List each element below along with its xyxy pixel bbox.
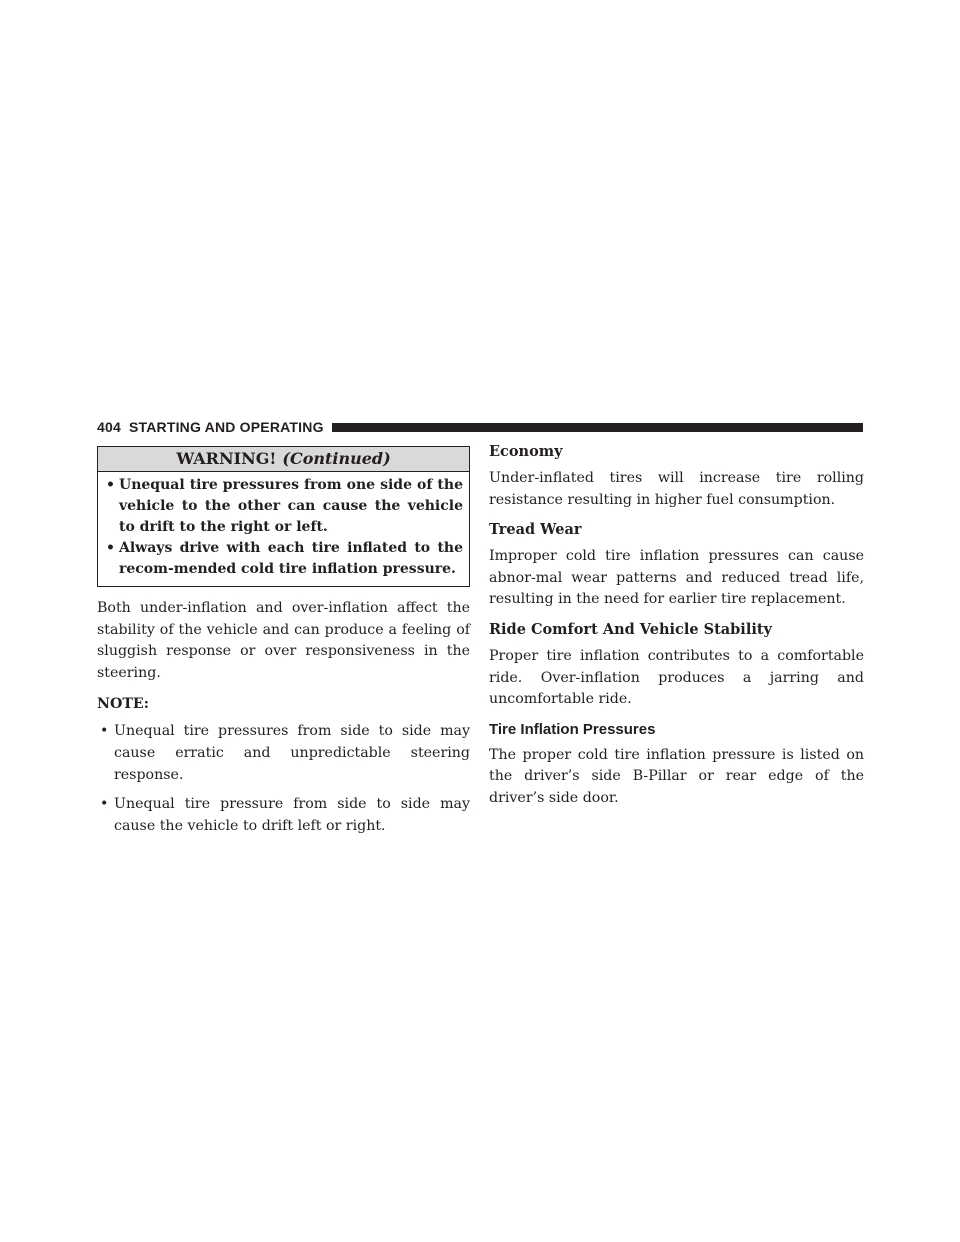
tread-wear-heading: Tread Wear	[489, 521, 582, 539]
left-column	[97, 446, 470, 845]
economy-heading: Economy	[489, 443, 563, 460]
page-number: 404	[97, 419, 121, 435]
note-item-text: Unequal tire pressure from side to side may cause the vehicle to drift left or right.	[114, 796, 470, 834]
stability-paragraph: Both under-inflation and over-inflation affect the stability of the vehicle and can produce a feeling of sluggish response or over responsiveness in the steering.	[97, 600, 470, 681]
warning-list	[98, 472, 469, 586]
bullet-icon: •	[106, 540, 115, 556]
note-item	[97, 721, 470, 786]
ride-comfort-text: Proper tire inflation contributes to a comfortable ride. Over-inflation produces a jarring and uncomfortable ride.	[489, 647, 864, 708]
note-label: NOTE:	[97, 696, 149, 713]
economy-text: Under-inflated tires will increase tire rolling resistance resulting in higher fuel consumption.	[489, 470, 864, 508]
warning-item-text: Always drive with each tire inflated to the recom-mended cold tire inflation pressure.	[119, 540, 463, 577]
note-item-text: Unequal tire pressures from side to side may cause erratic and unpredictable steering response.	[114, 723, 470, 783]
warning-title: WARNING!	[176, 449, 277, 468]
warning-item	[106, 475, 463, 538]
bullet-icon: •	[106, 477, 115, 493]
note-item	[97, 794, 470, 837]
warning-item	[106, 538, 463, 580]
tire-inflation-pressures-heading: Tire Inflation Pressures	[489, 720, 656, 738]
warning-box	[97, 446, 470, 587]
warning-item-text: Unequal tire pressures from one side of the vehicle to the other can cause the vehicle to drift to the right or left.	[119, 477, 463, 535]
page-header	[97, 418, 863, 436]
warning-title-bar	[98, 447, 469, 472]
ride-comfort-heading: Ride Comfort And Vehicle Stability	[489, 620, 772, 638]
tread-wear-text: Improper cold tire inflation pressures can cause abnor-mal wear patterns and reduced tread life, resulting in the need for earlier tire replacement.	[489, 548, 864, 608]
warning-continued: (Continued)	[282, 449, 391, 468]
bullet-icon: •	[100, 796, 109, 813]
right-column	[489, 441, 864, 810]
section-title: STARTING AND OPERATING	[128, 419, 324, 435]
tire-inflation-pressures-text: The proper cold tire inflation pressure is listed on the driver’s side B-Pillar or rear edge of the driver’s side door.	[489, 746, 864, 806]
note-list	[97, 721, 470, 837]
header-rule	[332, 423, 863, 432]
bullet-icon: •	[100, 723, 109, 740]
